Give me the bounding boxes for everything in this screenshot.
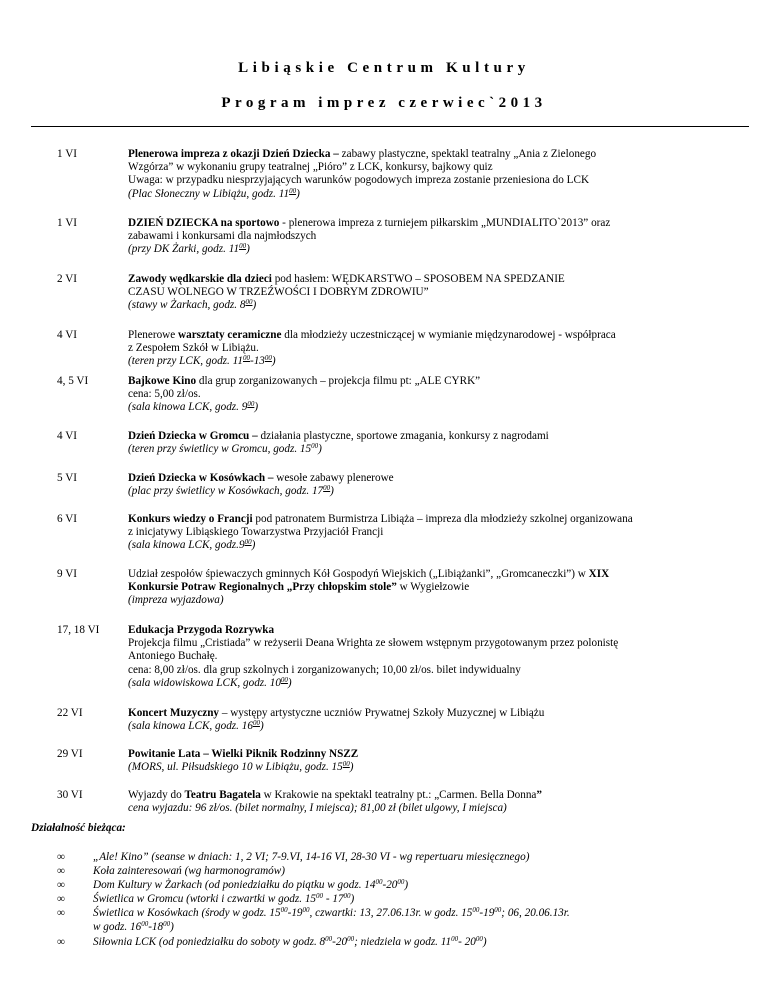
event-text: Projekcja filmu „Cristiada” w reżyserii Deana Wrighta ze słowem wstępnym przygotowanym przez polonistę xyxy=(128,637,619,650)
infinity-bullet-icon: ∞ xyxy=(57,936,65,948)
event-text: dla młodzieży uczestniczącej w wymianie międzynarodowej - współpraca xyxy=(281,329,616,341)
event-date: 1 VI xyxy=(57,148,77,160)
event-title: Powitanie Lata – Wielki Piknik Rodzinny NSZZ xyxy=(128,748,359,760)
event-description xyxy=(128,148,728,201)
event-text: pod patronatem Burmistrza Libiąża – impreza dla młodzieży szkolnej organizowana xyxy=(252,513,633,525)
event-date: 2 VI xyxy=(57,273,77,285)
event-location: (MORS, ul. Piłsudskiego 10 w Libiążu, godz. $15^{00}$) xyxy=(128,760,354,774)
event-location: (stawy w Żarkach, godz. $8^{00}$) xyxy=(128,298,257,312)
event-text: - plenerowa impreza z turniejem piłkarskim „MUNDIALITO`2013” oraz xyxy=(279,217,611,229)
infinity-bullet-icon: ∞ xyxy=(57,865,65,877)
event-title: DZIEŃ DZIECKA na sportowo xyxy=(128,217,280,229)
event-note: Uwaga: w przypadku niesprzyjających warunków pogodowych impreza zostanie przeniesiona do LCK xyxy=(128,174,590,187)
event-description xyxy=(128,707,728,733)
event-title: Teatru Bagatela xyxy=(184,789,261,801)
event-location: (sala widowiskowa LCK, godz. $10^{00}$) xyxy=(128,675,292,689)
event-description xyxy=(128,375,728,415)
event-title: Dzień Dziecka w Kosówkach – xyxy=(128,472,274,484)
event-description: Udział zespołów śpiewaczych gminnych Kół Gospodyń Wiejskich („Libiążanki”, „Gromcaneczki”) w XIX Konkursie Potraw Regionalnych „Przy chłopskim stole” w Wygiełzowie (impreza wyjazdowa) xyxy=(128,568,728,608)
event-title: Konkurs wiedzy o Francji xyxy=(128,513,253,525)
event-date: 30 VI xyxy=(57,789,83,801)
event-text: z Zespołem Szkół w Libiążu. xyxy=(128,342,259,355)
event-date: 22 VI xyxy=(57,707,83,719)
program-title: Program imprez czerwiec`2013 xyxy=(221,95,547,111)
event-title: Konkursie Potraw Regionalnych „Przy chłopskim stole” xyxy=(128,581,397,594)
event-date: 4 VI xyxy=(57,329,77,341)
event-date: 29 VI xyxy=(57,748,83,760)
event-text: dla grup zorganizowanych – projekcja filmu pt: „ALE CYRK” xyxy=(196,375,481,387)
event-description xyxy=(128,513,728,553)
event-text: pod hasłem: WĘDKARSTWO – SPOSOBEM NA SPEDZANIE xyxy=(271,273,565,285)
header-divider xyxy=(31,126,749,127)
infinity-bullet-icon: ∞ xyxy=(57,851,65,863)
event-text: w Krakowie na spektakl teatralny pt.: „Carmen. Bella Donna xyxy=(260,789,537,801)
event-date: 1 VI xyxy=(57,217,77,229)
event-title: Edukacja Przygoda Rozrywka xyxy=(128,624,275,636)
event-description xyxy=(128,273,728,313)
event-text: Antoniego Buchałę. xyxy=(128,650,218,663)
event-description: Wyjazdy do Teatru Bagatela w Krakowie na spektakl teatralny pt.: „Carmen. Bella Donna” cena wyjazdu: 96 zł/os. (bilet normalny, I miejsca); 81,00 zł (bilet ulgowy, I miejsca) xyxy=(128,789,728,815)
event-description xyxy=(128,472,728,498)
event-price: cena: 5,00 zł/os. xyxy=(128,388,201,401)
event-location: (teren przy LCK, godz. $11^{00}-13^{00}$) xyxy=(128,354,276,368)
event-title: Dzień Dziecka w Gromcu – xyxy=(128,430,258,442)
event-location: (impreza wyjazdowa) xyxy=(128,594,224,607)
ongoing-section-title: Działalność bieżąca: xyxy=(31,822,126,834)
event-description xyxy=(128,624,728,690)
infinity-bullet-icon: ∞ xyxy=(57,893,65,905)
event-text: Wzgórza” w wykonaniu grupy teatralnej „Pióro” z LCK, konkursy, bajkowy quiz xyxy=(128,161,493,174)
event-location: (plac przy świetlicy w Kosówkach, godz. $17^{00}$) xyxy=(128,484,334,498)
event-date: 4 VI xyxy=(57,430,77,442)
event-date: 6 VI xyxy=(57,513,77,525)
event-text: CZASU WOLNEGO W TRZEŹWOŚCI I DOBRYM ZDROWIU” xyxy=(128,286,429,299)
event-text: działania plastyczne, sportowe zmagania, konkursy z nagrodami xyxy=(257,430,549,442)
event-location: (przy DK Żarki, godz. $11^{00}$) xyxy=(128,242,250,256)
event-text: wesołe zabawy plenerowe xyxy=(273,472,394,484)
event-description xyxy=(128,430,728,456)
infinity-bullet-icon: ∞ xyxy=(57,879,65,891)
event-title: warsztaty ceramiczne xyxy=(178,329,282,341)
event-date: 17, 18 VI xyxy=(57,624,100,636)
event-location: (sala kinowa LCK, $godz.9^{00}$) xyxy=(128,538,256,552)
event-title: XIX xyxy=(588,568,610,580)
event-price: cena wyjazdu: 96 zł/os. (bilet normalny, I miejsca); 81,00 zł (bilet ulgowy, I miejsca) xyxy=(128,802,507,815)
event-title: Koncert Muzyczny xyxy=(128,707,220,719)
event-description xyxy=(128,217,728,257)
event-text: zabawy plastyczne, spektakl teatralny „Ania z Zielonego xyxy=(338,148,597,160)
event-title: Zawody wędkarskie dla dzieci xyxy=(128,273,272,285)
event-description: Plenerowe warsztaty ceramiczne dla młodzieży uczestniczącej w wymianie międzynarodowej - współpraca z Zespołem Szkół w Libiążu. (teren przy LCK, godz. $11^{00}-13^{00}$) xyxy=(128,329,728,369)
event-title: Plenerowa impreza z okazji Dzień Dziecka – xyxy=(128,148,339,160)
event-location: (sala kinowa LCK, godz. $9^{00}$) xyxy=(128,400,259,414)
event-text: zabawami i konkursami dla najmłodszych xyxy=(128,230,317,243)
document-page: Libiąskie Centrum Kultury Program imprez czerwiec`2013 1 VI Plenerowa impreza z okazji Dzień Dziecka – zabawy plastyczne, spektakl teatralny „Ania z Zielonego Wzgórza” w wykonaniu grupy teatralnej „Pióro” z LCK, konkursy, bajkowy quiz Uwaga: w przypadku niesprzyjających warunków pogodowych impreza zostanie przeniesiona do LCK (Plac Słoneczny w Libiążu, godz. $11^{00}$) 1 VI DZIEŃ DZIECKA na sportowo - plenerowa impreza z turniejem piłkarskim „MUNDIALITO`2013” oraz zabawami i konkursami dla najmłodszych (przy DK Żarki, godz. $11^{00}$) 2 VI Zawody wędkarskie dla dzieci pod hasłem: WĘDKARSTWO – SPOSOBEM NA SPEDZANIE CZASU WOLNEGO W TRZEŹWOŚCI I DOBRYM ZDROWIU” (stawy w Żarkach, godz. $8^{00}$) 4 VI Plenerowe warsztaty ceramiczne dla młodzieży uczestniczącej w wymianie międzynarodowej - współpraca z Zespołem Szkół w Libiążu. (teren przy LCK, godz. $11^{00}-13^{00}$) 4, 5 VI Bajkowe Kino dla grup zorganizowanych – projekcja filmu pt: „ALE CYRK” cena: 5,00 zł/os. (sala kinowa LCK, godz. $9^{00}$) 4 VI Dzień Dziecka w Gromcu – działania plastyczne, sportowe zmagania, konkursy z nagrodami (teren przy świetlicy w Gromcu, godz. $15^{00}$) 5 VI Dzień Dziecka w Kosówkach – wesołe zabawy plenerowe (plac przy świetlicy w Kosówkach, godz. $17^{00}$) 6 VI Konkurs wiedzy o Francji pod patronatem Burmistrza Libiąża – impreza dla młodzieży szkolnej organizowana z inicjatywy Libiąskiego Towarzystwa Przyjaciół Francji (sala kinowa LCK, $godz.9^{00}$) 9 VI Udział zespołów śpiewaczych gminnych Kół Gospodyń Wiejskich („Libiążanki”, „Gromcaneczki”) w XIX Konkursie Potraw Regionalnych „Przy chłopskim stole” w Wygiełzowie (impreza wyjazdowa) 17, 18 VI Edukacja Przygoda Rozrywka Projekcja filmu „Cristiada” w reżyserii Deana Wrighta ze słowem wstępnym przygotowanym przez polonistę Antoniego Buchałę. cena: 8,00 zł/os. dla grup szkolnych i zorganizowanych; 10,00 zł/os. bilet indywidualny (sala widowiskowa LCK, godz. $10^{00}$) 22 VI Koncert Muzyczny – występy artystyczne uczniów Prywatnej Szkoły Muzycznej w Libiążu (sala kinowa LCK, godz. $16^{00}$) 29 VI Powitanie Lata – Wielki Piknik Rodzinny NSZZ (MORS, ul. Piłsudskiego 10 w Libiążu, godz. $15^{00}$) 30 VI Wyjazdy do Teatru Bagatela w Krakowie na spektakl teatralny pt.: „Carmen. Bella Donna” cena wyjazdu: 96 zł/os. (bilet normalny, I miejsca); 81,00 zł (bilet ulgowy, I miejsca) Działalność bieżąca: ∞ „Ale! Kino” (seanse w dniach: 1, 2 VI; 7-9.VI, 14-16 VI, 28-30 VI - wg repertuaru miesięcznego) ∞ Koła zainteresowań (wg harmonogramów) ∞ Dom Kultury w Żarkach (od poniedziałku do piątku w godz. $14^{00}-20^{00}$) ∞ Świetlica w Gromcu (wtorki i czwartki w godz. $15^{00} - 17^{00}$) ∞ Świetlica w Kosówkach (środy w godz. $15^{00}-19^{00}$, czwartki: 13, 27.06.13r. w godz. $15^{00}-19^{00}$; 06, 20.06.13r. w godz. $16^{00}-18^{00}$) ∞ Siłownia LCK (od poniedziałku do soboty w godz. $8^{00}-20^{00}$; niedziela w godz. $11^{00}-$ $20^{00}$) xyxy=(0,0,768,994)
event-date: 4, 5 VI xyxy=(57,375,89,387)
event-description xyxy=(128,748,728,774)
event-location: (teren przy świetlicy w Gromcu, godz. $15^{00}$) xyxy=(128,442,322,456)
event-text: – występy artystyczne uczniów Prywatnej Szkoły Muzycznej w Libiążu xyxy=(219,707,545,719)
event-text: z inicjatywy Libiąskiego Towarzystwa Przyjaciół Francji xyxy=(128,526,384,539)
org-title: Libiąskie Centrum Kultury xyxy=(238,60,530,76)
infinity-bullet-icon: ∞ xyxy=(57,907,65,919)
event-location: (Plac Słoneczny w Libiążu, godz. $11^{00}$) xyxy=(128,186,300,200)
event-price: cena: 8,00 zł/os. dla grup szkolnych i zorganizowanych; 10,00 zł/os. bilet indywidualny xyxy=(128,663,521,676)
event-date: 9 VI xyxy=(57,568,77,580)
event-location: (sala kinowa LCK, godz. $16^{00}$) xyxy=(128,719,264,733)
event-date: 5 VI xyxy=(57,472,77,484)
event-title: Bajkowe Kino xyxy=(128,375,197,387)
